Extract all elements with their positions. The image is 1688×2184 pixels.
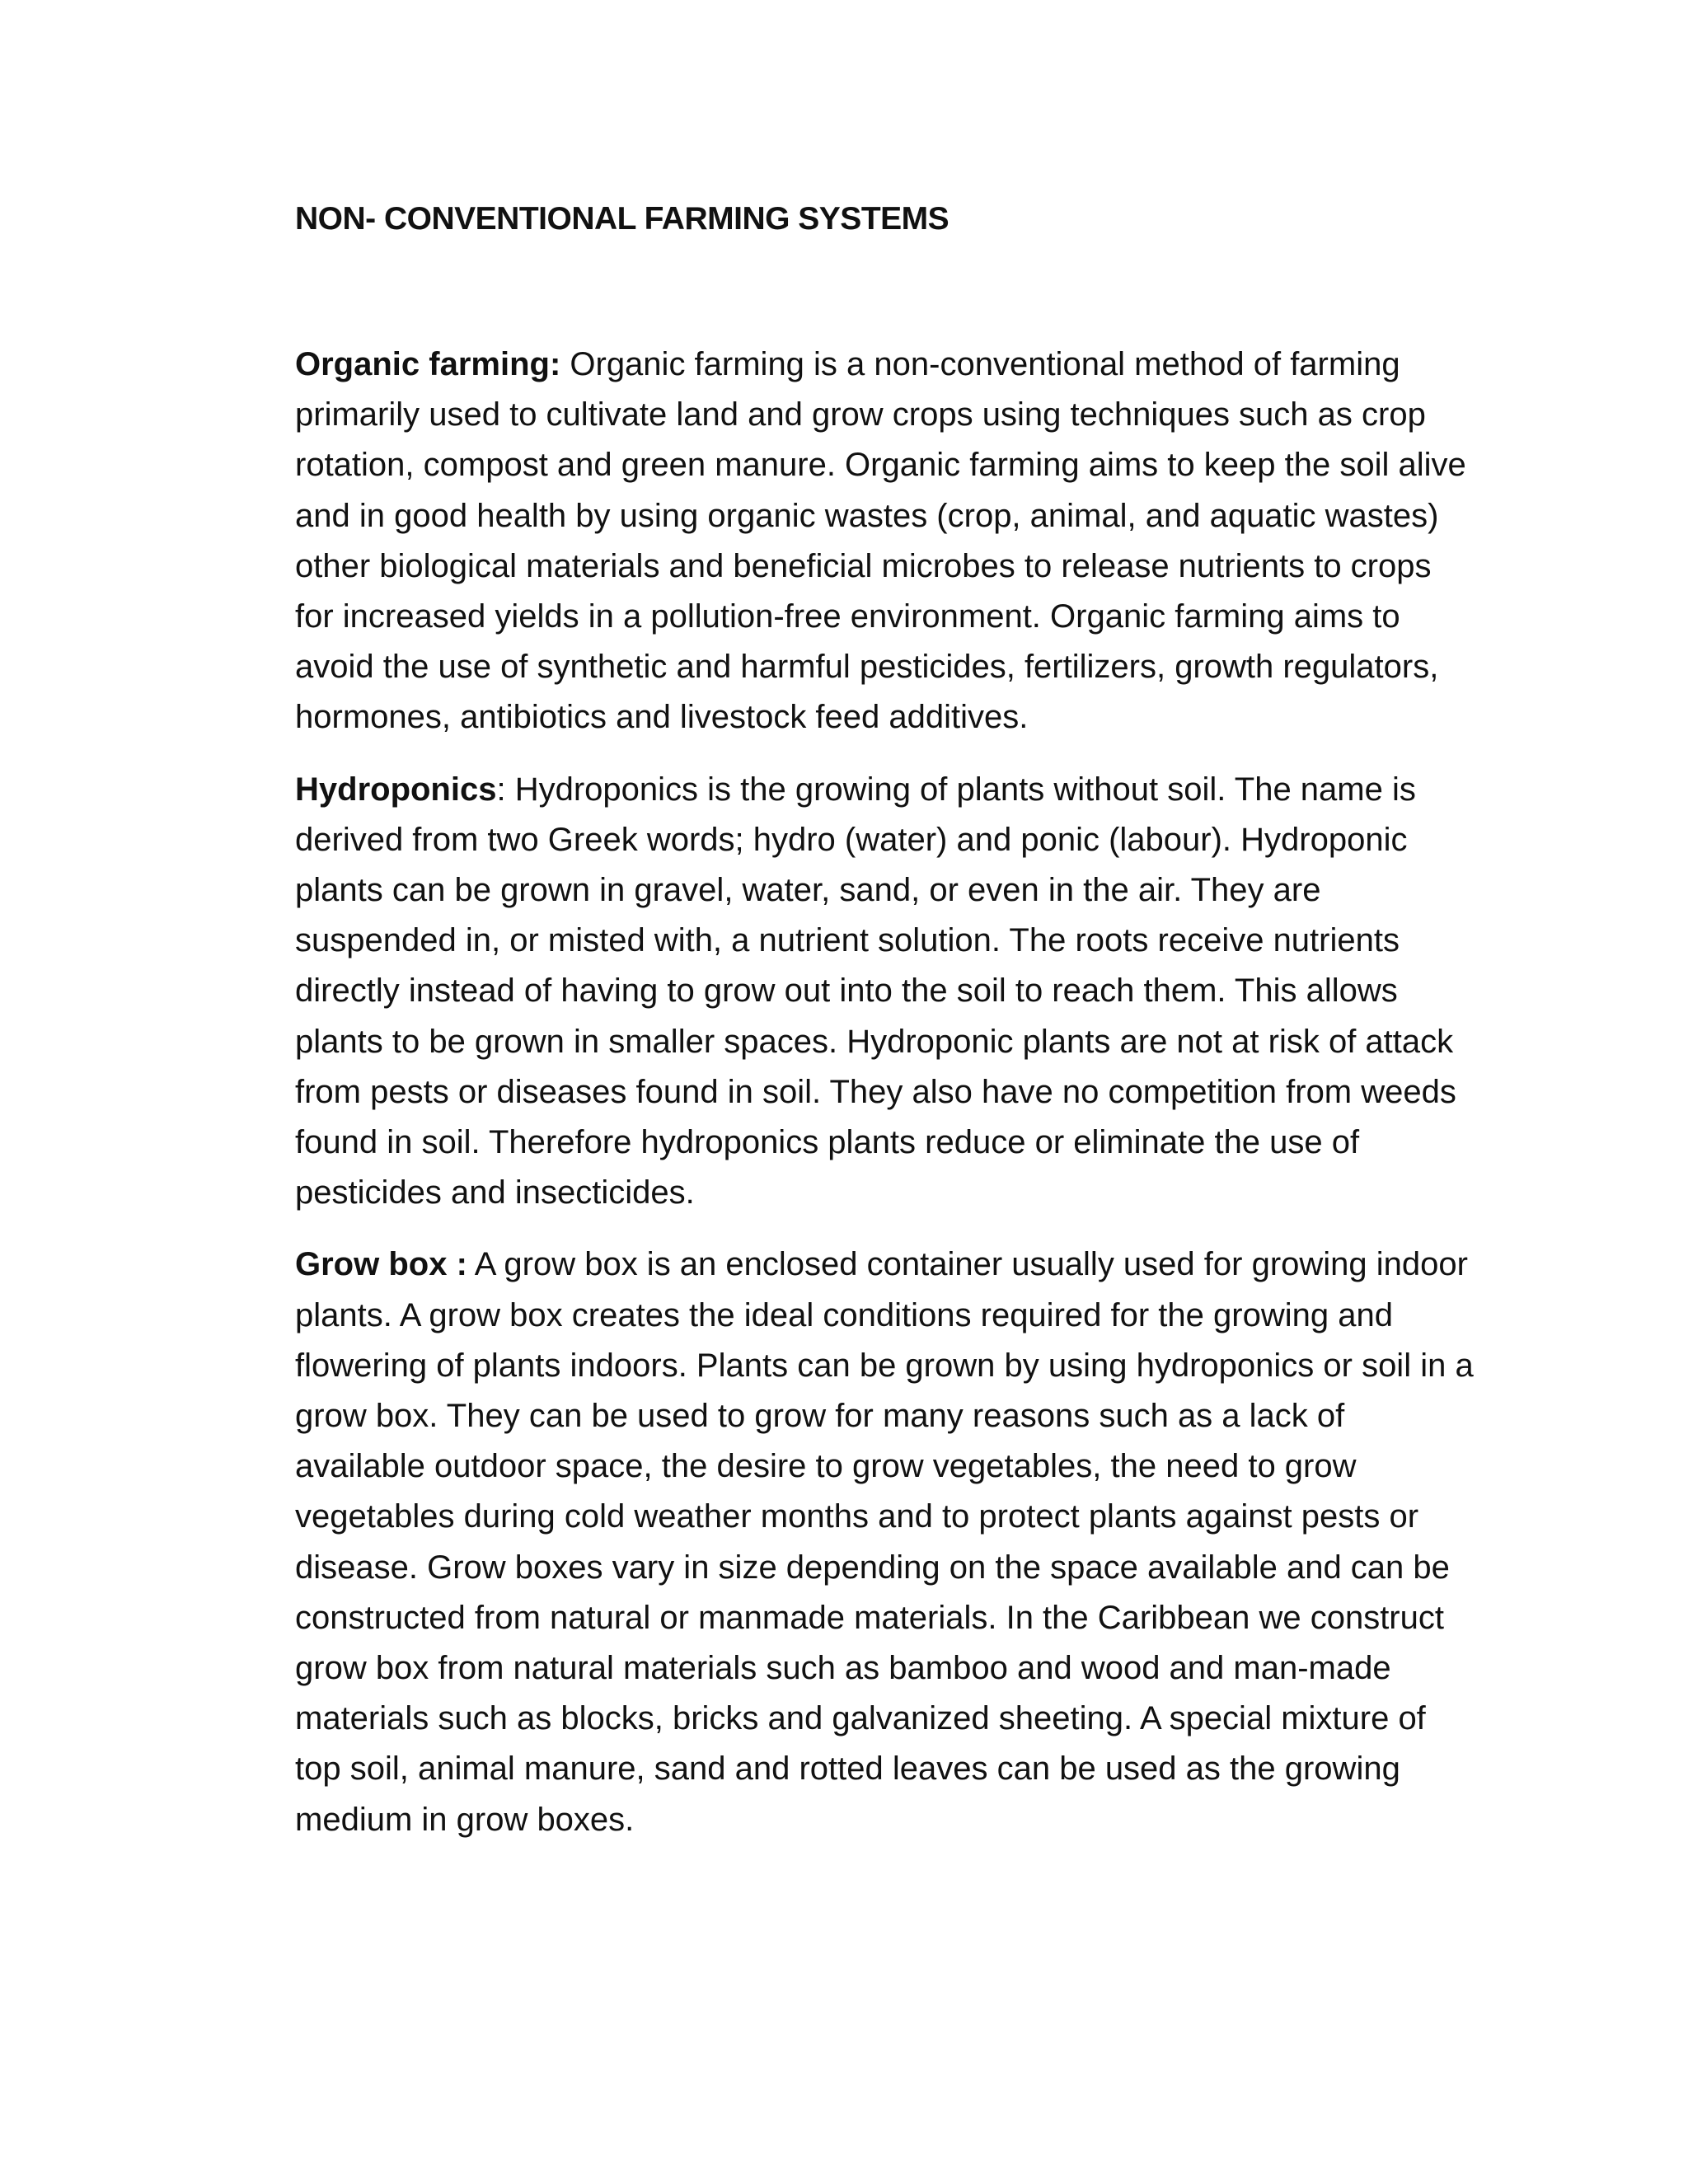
term-hydroponics: Hydroponics <box>295 771 497 808</box>
paragraph-organic-farming <box>295 340 1474 743</box>
text-organic-farming: Organic farming is a non-conventional method of farming primarily used to cultivate land and grow crops using techniques such as crop rotation, compost and green manure. Organic farming aims to keep the soil alive and in good health by using organic wastes (crop, animal, and aquatic wastes) other biological materials and beneficial microbes to release nutrients to crops for increased yields in a pollution-free environment. Organic farming aims to avoid the use of synthetic and harmful pesticides, fertilizers, growth regulators, hormones, antibiotics and livestock feed additives. <box>295 346 1466 736</box>
term-grow-box: Grow box : <box>295 1246 467 1283</box>
document-title: NON- CONVENTIONAL FARMING SYSTEMS <box>295 201 950 237</box>
text-hydroponics: : Hydroponics is the growing of plants without soil. The name is derived from two Greek words; hydro (water) and ponic (labour). Hydroponic plants can be grown in gravel, water, sand, or even in the air. They are suspended in, or misted with, a nutrient solution. The roots receive nutrients directly instead of having to grow out into the soil to reach them. This allows plants to be grown in smaller spaces. Hydroponic plants are not at risk of attack from pests or diseases found in soil. They also have no competition from weeds found in soil. Therefore hydroponics plants reduce or eliminate the use of pesticides and insecticides. <box>295 771 1456 1212</box>
document-body <box>295 340 1474 1867</box>
paragraph-grow-box <box>295 1240 1474 1844</box>
paragraph-hydroponics <box>295 765 1474 1219</box>
term-organic-farming: Organic farming: <box>295 346 561 382</box>
text-grow-box: A grow box is an enclosed container usually used for growing indoor plants. A grow box creates the ideal conditions required for the growing and flowering of plants indoors. Plants can be grown by using hydroponics or soil in a grow box. They can be used to grow for many reasons such as a lack of available outdoor space, the desire to grow vegetables, the need to grow vegetables during cold weather months and to protect plants against pests or disease. Grow boxes vary in size depending on the space available and can be constructed from natural or manmade materials. In the Caribbean we construct grow box from natural materials such as bamboo and wood and man-made materials such as blocks, bricks and galvanized sheeting. A special mixture of top soil, animal manure, sand and rotted leaves can be used as the growing medium in grow boxes. <box>295 1246 1474 1838</box>
